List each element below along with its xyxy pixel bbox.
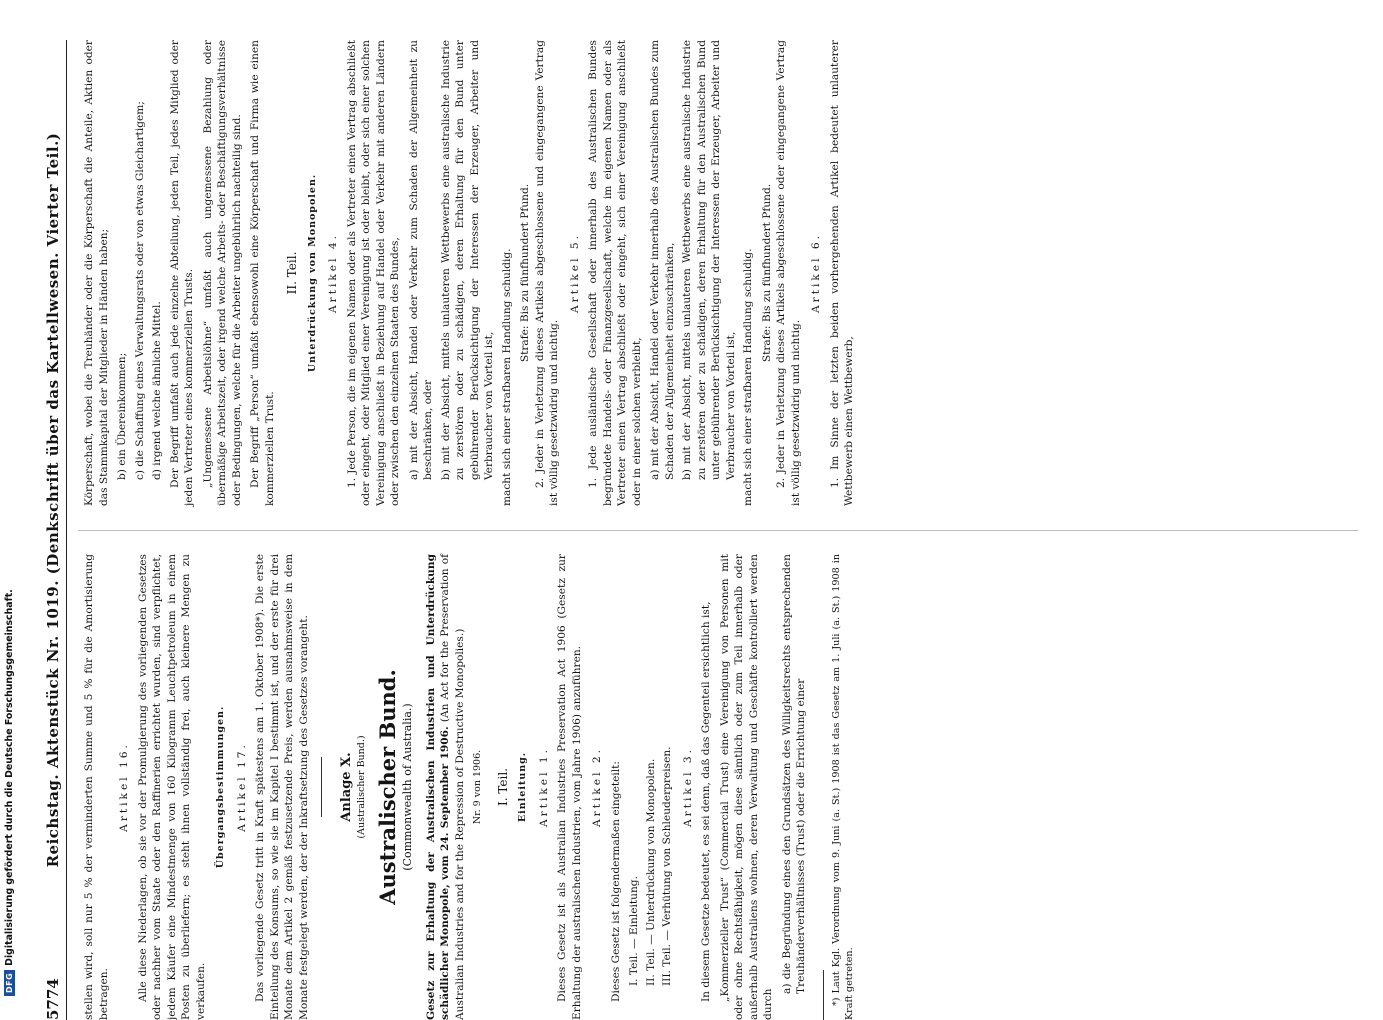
paragraph: macht sich einer strafbaren Handlung schuldig. — [500, 248, 513, 506]
paragraph: Der Begriff „Person“ umfaßt ebensowohl eine Körperschaft und Firma wie einen kommerziellen Trust. — [249, 40, 276, 506]
dfg-logo: DFG — [4, 970, 15, 996]
separator-rule — [321, 757, 322, 817]
part-heading: II. Teil. — [285, 251, 299, 295]
paragraph: Der Begriff umfaßt auch jede einzelne Abteilung, jeden Teil, jedes Mitglied oder jeden Vertreter eines kommerziellen Trusts. — [168, 40, 195, 506]
paragraph: 1. Jede Person, die im eigenen Namen oder als Vertreter einen Vertrag abschließt oder eingeht, oder Mitglied einer Vereinigung ist oder bleibt, oder sich einer solchen Vereinigung anschließt in Beziehung auf Handel oder Verkehr mit anderen Ländern oder zwischen den einzelnen Staaten des Bundes, — [345, 40, 401, 506]
column-divider — [78, 530, 1358, 531]
paragraph: 1. Im Sinne der letzten beiden vorhergehenden Artikel bedeutet unlauterer Wettbewerb einen Wettbewerb, — [828, 40, 855, 506]
digitization-credit — [4, 76, 15, 996]
paragraph: Das vorliegende Gesetz tritt in Kraft spätestens am 1. Oktober 1908*). Die erste Einteilung des Konsums, so wie sie im Kapitel I bestimmt ist, und der erste für drei Monate dem Artikel 2 gemäß festzusetzende Preis, werden ausnahmsweise in dem Monate festgelegt werden, der der Inkraftsetzung des Gesetzes vorangeht. — [254, 554, 310, 1020]
paragraph: 1. Jede ausländische Gesellschaft oder innerhalb des Australischen Bundes begründete Handels- oder Finanzgesellschaft, welche im eigenen Namen oder als Vertreter einen Vertrag abschließt oder eingeht, sich einer Vereinigung anschließt oder in einer solchen verbleibt, — [587, 40, 643, 506]
list-item: a) mit der Absicht, Handel oder Verkehr zum Schaden der Allgemeinheit zu beschränken, oder — [407, 40, 434, 480]
law-title — [424, 554, 468, 1020]
law-title-english: (An Act for the Preservation of Australian Industries and for the Repression of Destructive Monopolies.) — [439, 554, 466, 1020]
page-number: 5774 — [43, 978, 62, 1020]
article-heading: Artikel 16. — [118, 742, 130, 832]
list-item: c) die Schaffung eines Verwaltungsrats oder von etwas Gleichartigem; — [133, 101, 146, 480]
country-subtitle: (Commonwealth of Australia.) — [401, 703, 414, 871]
article-heading: Artikel 3. — [681, 747, 694, 827]
paragraph: 2. Jeder in Verletzung dieses Artikels abgeschlossene oder eingegangene Vertrag ist völlig gesetzwidrig und nichtig. — [775, 40, 802, 506]
list-item: a) die Begründung eines den Grundsätzen des Willigkeitsrechts entsprechenden Treuhänderverhältnisses (Trust) oder die Errichtung einer — [780, 554, 807, 994]
paragraph: Dieses Gesetz ist folgendermaßen eingeteilt: — [609, 761, 622, 1002]
article-heading: Artikel 2. — [591, 747, 603, 827]
section-heading: Übergangsbestimmungen. — [215, 705, 226, 869]
digitization-credit-text: Digitalisierung gefördert durch die Deutsche Forschungsgemeinschaft. — [4, 589, 15, 966]
list-item: b) mit der Absicht, mittels unlauteren Wettbewerbs eine australische Industrie zu zerstören oder zu schädigen, deren Erhaltung für den Bund unter gebührender Berücksichtigung der Interessen der Erzeuger, Arbeiter und Verbraucher von Vorteil ist, — [439, 40, 495, 480]
footnote-rule — [823, 970, 824, 1020]
left-column — [82, 554, 860, 1020]
section-heading: Einleitung. — [517, 751, 528, 823]
part-heading: I. Teil. — [495, 767, 510, 807]
list-item: a) mit der Absicht, Handel oder Verkehr innerhalb des Australischen Bundes zum Schaden der Allgemeinheit einzuschränken, — [649, 40, 676, 480]
list-item: III. Teil. — Verhütung von Schleuderpreisen. — [661, 746, 673, 986]
paragraph: macht sich einer strafbaren Handlung schuldig. — [742, 248, 754, 506]
penalty-line: Strafe: Bis zu fünfhundert Pfund. — [519, 183, 531, 363]
list-item: I. Teil. — Einleitung. — [628, 876, 640, 986]
page-header-title: Reichstag. Aktenstück Nr. 1019. (Denkschrift über das Kartellwesen. Vierter Teil.) — [43, 132, 62, 868]
law-title-german: Gesetz zur Erhaltung der Australischen Industrien und Unterdrückung schädlicher Monopole, vom 24. September 1906. — [424, 554, 451, 1020]
penalty-line: Strafe: Bis zu fünfhundert Pfund. — [760, 183, 773, 363]
document-page — [40, 40, 1370, 1020]
article-heading: Artikel 6. — [810, 233, 822, 313]
law-number: Nr. 9 von 1906. — [472, 749, 483, 825]
paragraph: Dieses Gesetz ist als Australian Industries Preservation Act 1906 (Gesetz zur Erhaltung der australischen Industrien, vom Jahre 1906) anzuführen. — [556, 554, 583, 1020]
article-heading: Artikel 5. — [568, 233, 581, 313]
paragraph: „Ungemessene Arbeitslöhne“ umfaßt auch ungemessene Bezahlung oder übermäßige Arbeitszeit, oder irgend welche Arbeits- oder Beschäftigungsverhältnisse oder Bedingungen, welche für die Arbeiter ungebührlich nachteilig sind. — [201, 40, 243, 506]
paragraph: 2. Jeder in Verletzung dieses Artikels abgeschlossene und eingegangene Vertrag ist völlig gesetzwidrig und nichtig. — [533, 40, 560, 506]
country-title: Australischer Bund. — [375, 669, 400, 905]
list-item: II. Teil. — Unterdrückung von Monopolen. — [644, 758, 657, 986]
article-heading: Artikel 4. — [327, 233, 339, 313]
page-header — [40, 40, 67, 1020]
footnote: *) Laut Kgl. Verordnung vom 9. Juni (a. St.) 1908 ist das Gesetz am 1. Juli (a. St.) 1908 in Kraft getreten. — [830, 554, 855, 1020]
paragraph: Körperschaft, wobei die Treuhänder oder die Körperschaft die Anteile, Aktien oder das Stammkapital der Mitglieder in Händen haben; — [83, 40, 110, 506]
paragraph: stellen wird, soll nur 5 % der verminderten Summe und 5 % für die Amortisierung betragen. — [83, 554, 110, 1020]
list-item: b) mit der Absicht, mittels unlauteren Wettbewerbs eine australische Industrie zu zerstören oder zu schädigen, deren Erhaltung für den Australischen Bund unter gebührender Berücksichtigung der Interessen der Erzeuger, Arbeiter und Verbraucher von Vorteil ist, — [681, 40, 737, 480]
annex-heading: Anlage X. — [339, 752, 354, 822]
paragraph: Alle diese Niederlagen, ob sie vor der Promulgierung des vorliegenden Gesetzes oder nachher vom Staate oder den Raffinerien errichtet wurden, sind verpflichtet, jedem Käufer eine Mindestmenge von 160 Kilogramm Leuchtpetroleum in einem Posten zu überliefern; es steht ihnen vollständig frei, auch kleinere Mengen zu verkaufen. — [136, 554, 207, 1020]
annex-subheading: (Australischer Bund.) — [355, 735, 367, 839]
list-item: d) irgend welche ähnliche Mittel. — [151, 301, 163, 480]
article-heading: Artikel 1. — [537, 747, 550, 827]
section-heading: Unterdrückung von Monopolen. — [306, 173, 318, 373]
list-item: b) ein Übereinkommen; — [116, 352, 128, 480]
definition-paragraph: „Kommerzieller Trust“ (Commercial Trust) eine Vereinigung von Personen mit oder ohne Rechtsfähigkeit, mögen diese sämtlich oder zum Teil innerhalb oder außerhalb Australiens wohnen, deren Verwaltung und Geschäfte kontrolliert werden durch — [718, 554, 774, 1020]
paragraph: In diesem Gesetze bedeutet, es sei denn, daß das Gegenteil ersichtlich ist, — [700, 601, 712, 1002]
article-heading: Artikel 17. — [235, 742, 248, 832]
right-column — [82, 40, 861, 506]
